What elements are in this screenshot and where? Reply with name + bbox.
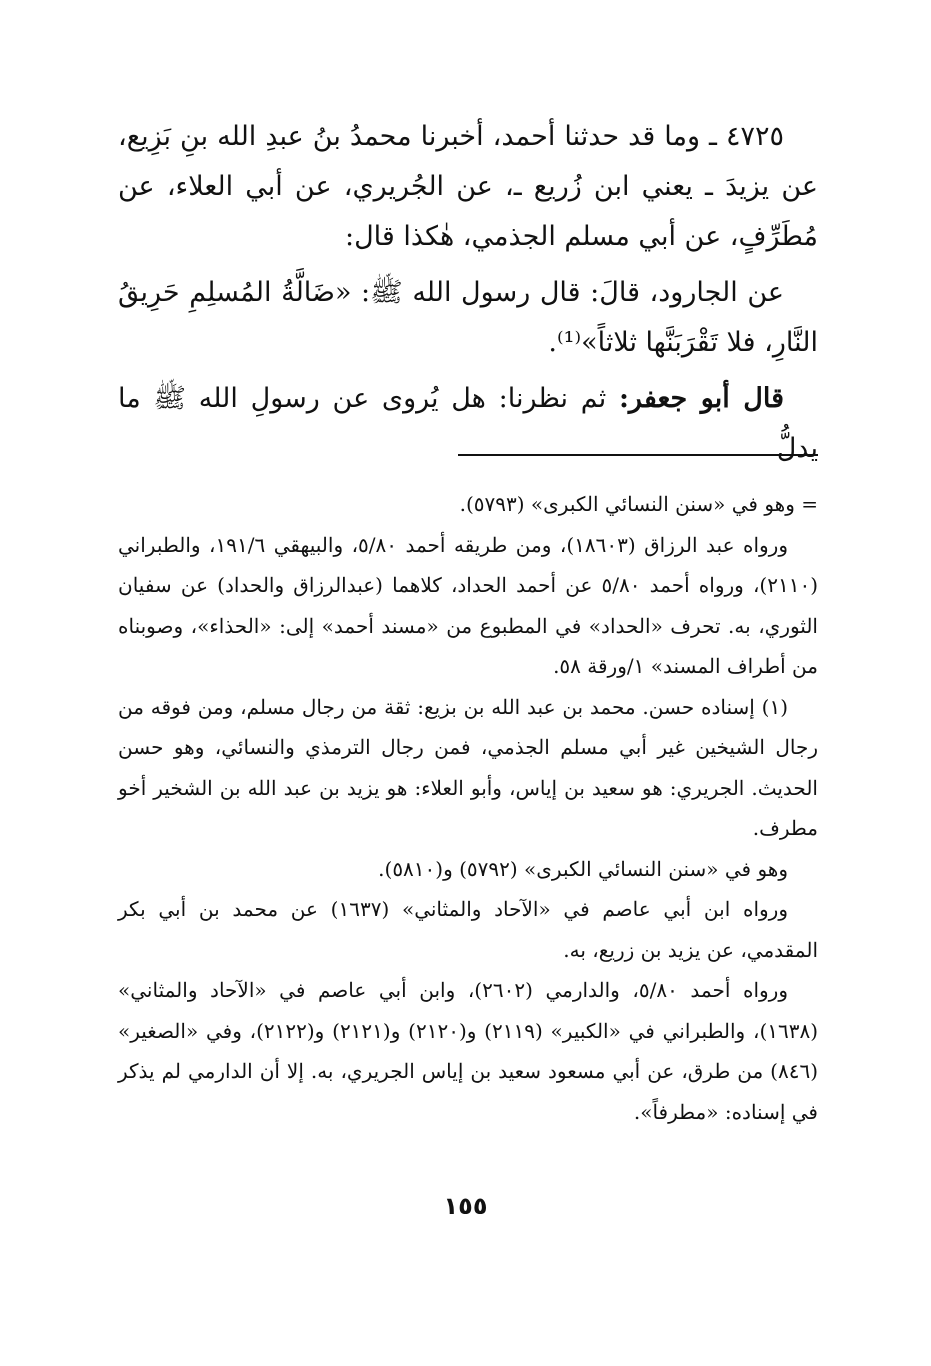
hadith-body: عن الجارود، قالَ: قال رسول الله ﷺ: «ضَالَّةُ المُسلِمِ حَرِيقُ النَّارِ، فلا تَقْرَبَنَّها ثلاثاً»⁽¹⁾. [118, 277, 818, 358]
footnote-paragraph: ورواه ابن أبي عاصم في «الآحاد والمثاني» (١٦٣٧) عن محمد بن أبي بكر المقدمي، عن يزيد بن زريع، به. [118, 897, 818, 962]
hadith-intro: ٤٧٢٥ ـ وما قد حدثنا أحمد، أخبرنا محمدُ بنُ عبدِ الله بنِ بَزِيع، عن يزيدَ ـ يعني ابن زُريع ـ، عن الجُريري، عن أبي العلاء، عن مُطَرِّفٍ، عن أبي مسلم الجذمي، هٰكذا قال: [118, 121, 818, 252]
main-text [118, 112, 818, 474]
footnote-paragraph: وهو في «سنن النسائي الكبرى» (٥٧٩٢) و(٥٨١٠). [378, 856, 788, 881]
footnote-paragraph: ورواه عبد الرزاق (١٨٦٠٣)، ومن طريقه أحمد ٥/٨٠، والبيهقي ١٩١/٦، والطبراني (٢١١٠)، ورواه أحمد ٥/٨٠ عن أحمد الحداد، كلاهما (عبدالرزاق والحداد) عن سفيان الثوري، به. تحرف «الحداد» في المطبوع من «مسند أحمد» إلى: «الحذاء»، وصوبناه من أطراف المسند» ١/ورقة ٥٨. [118, 532, 818, 678]
commentary-text: ثم نظرنا: هل يُروى عن رسولِ الله ﷺ ما يدلُّ [118, 383, 818, 464]
commentary-label: قال أبو جعفر: [618, 383, 784, 414]
footnote-paragraph: ورواه أحمد ٥/٨٠، والدارمي (٢٦٠٢)، وابن أبي عاصم في «الآحاد والمثاني» (١٦٣٨)، والطبراني في «الكبير» (٢١١٩) و(٢١٢٠) و(٢١٢١) و(٢١٢٢)، وفي «الصغير» (٨٤٦) من طرق، عن أبي مسعود سعيد بن إياس الجريري، به. إلا أن الدارمي لم يذكر في إسناده: «مطرفاً». [118, 978, 819, 1124]
page-number: ١٥٥ [443, 1192, 488, 1220]
footnote-continuation: = وهو في «سنن النسائي الكبرى» (٥٧٩٣). [459, 492, 818, 516]
footnote-separator [458, 454, 818, 456]
commentary-paragraph [118, 374, 818, 474]
footnote-1: (١) إسناده حسن. محمد بن عبد الله بن بزيع: ثقة من رجال مسلم، ومن فوقه من رجال الشيخين غير أبي مسلم الجذمي، فمن رجال الترمذي والنسائي، وهو حسن الحديث. الجريري: هو سعيد بن إياس، وأبو العلاء: هو يزيد بن عبد الله بن الشخير أخو مطرف. [118, 694, 818, 840]
footnotes [118, 484, 818, 1132]
